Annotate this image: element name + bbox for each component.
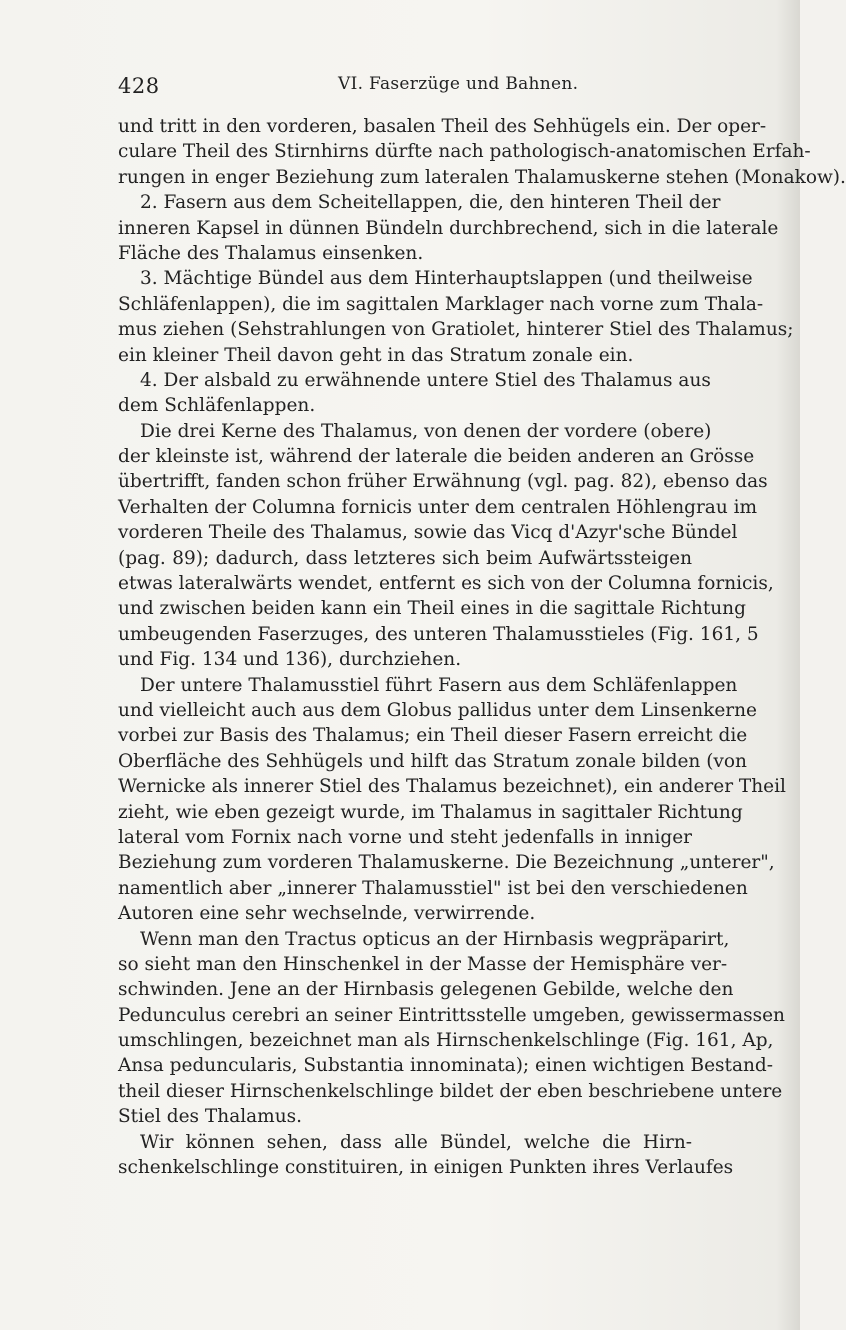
text-line: so sieht man den Hinschenkel in der Masse der Hemisphäre ver- <box>118 953 728 975</box>
text-line: namentlich aber „innerer Thalamusstiel" ist bei den verschiedenen <box>118 877 748 899</box>
text-line: inneren Kapsel in dünnen Bündeln durchbrechend, sich in die laterale <box>118 217 779 239</box>
text-line: culare Theil des Stirnhirns dürfte nach pathologisch-anatomischen Erfah- <box>118 141 811 163</box>
page-header <box>118 74 680 102</box>
text-line: Beziehung zum vorderen Thalamuskerne. Die Bezeichnung „unterer", <box>118 852 775 874</box>
text-line: ein kleiner Theil davon geht in das Stratum zonale ein. <box>118 344 634 366</box>
text-line: schwinden. Jene an der Hirnbasis gelegenen Gebilde, welche den <box>118 979 734 1001</box>
text-line: Ansa peduncularis, Substantia innominata); einen wichtigen Bestand- <box>118 1055 774 1077</box>
text-line: etwas lateralwärts wendet, entfernt es sich von der Columna fornicis, <box>118 573 774 595</box>
text-line: Wernicke als innerer Stiel des Thalamus bezeichnet), ein anderer Theil <box>118 776 786 798</box>
text-line: Wir können sehen, dass alle Bündel, welche die Hirn- <box>140 1131 692 1153</box>
text-line: Die drei Kerne des Thalamus, von denen der vordere (obere) <box>140 420 712 442</box>
text-line: 3. Mächtige Bündel aus dem Hinterhauptslappen (und theilweise <box>140 268 753 290</box>
text-line: zieht, wie eben gezeigt wurde, im Thalamus in sagittaler Richtung <box>118 801 743 823</box>
text-line: umschlingen, bezeichnet man als Hirnschenkelschlinge (Fig. 161, Ap, <box>118 1030 774 1052</box>
text-line: und tritt in den vorderen, basalen Theil des Sehhügels ein. Der oper- <box>118 116 767 137</box>
text-line: Pedunculus cerebri an seiner Eintrittsstelle umgeben, gewissermassen <box>118 1004 785 1026</box>
text-line: und zwischen beiden kann ein Theil eines in die sagittale Richtung <box>118 598 746 620</box>
text-line: mus ziehen (Sehstrahlungen von Gratiolet, hinterer Stiel des Thalamus; <box>118 319 794 341</box>
text-line: rungen in enger Beziehung zum lateralen Thalamuskerne stehen (Monakow). <box>118 166 846 188</box>
text-line: (pag. 89); dadurch, dass letzteres sich beim Aufwärtssteigen <box>118 547 692 569</box>
text-line: übertrifft, fanden schon früher Erwähnung (vgl. pag. 82), ebenso das <box>118 471 768 493</box>
running-head: VI. Faserzüge und Bahnen. <box>338 74 579 94</box>
text-line: Stiel des Thalamus. <box>118 1106 302 1128</box>
text-line: dem Schläfenlappen. <box>118 395 316 417</box>
text-line: lateral vom Fornix nach vorne und steht jedenfalls in inniger <box>118 826 692 848</box>
text-line: 2. Fasern aus dem Scheitellappen, die, den hinteren Theil der <box>140 192 721 214</box>
body-text <box>118 114 846 1180</box>
text-line: Wenn man den Tractus opticus an der Hirnbasis wegpräparirt, <box>140 928 730 950</box>
text-line: Fläche des Thalamus einsenken. <box>118 242 424 264</box>
text-line: vorderen Theile des Thalamus, sowie das Vicq d'Azyr'sche Bündel <box>118 522 738 544</box>
text-line: 4. Der alsbald zu erwähnende untere Stiel des Thalamus aus <box>140 369 711 391</box>
text-line: Der untere Thalamusstiel führt Fasern aus dem Schläfenlappen <box>140 674 738 696</box>
text-line: Oberfläche des Sehhügels und hilft das Stratum zonale bilden (von <box>118 750 747 772</box>
text-line: theil dieser Hirnschenkelschlinge bildet der eben beschriebene untere <box>118 1080 783 1102</box>
text-line: Verhalten der Columna fornicis unter dem centralen Höhlengrau im <box>118 496 758 518</box>
text-line: vorbei zur Basis des Thalamus; ein Theil dieser Fasern erreicht die <box>118 725 748 747</box>
page-number: 428 <box>118 74 160 98</box>
text-line: schenkelschlinge constituiren, in einigen Punkten ihres Verlaufes <box>118 1157 734 1179</box>
text-line: der kleinste ist, während der laterale die beiden anderen an Grösse <box>118 446 755 468</box>
text-line: umbeugenden Faserzuges, des unteren Thalamusstieles (Fig. 161, 5 <box>118 623 759 645</box>
text-line: und Fig. 134 und 136), durchziehen. <box>118 649 462 671</box>
text-line: Schläfenlappen), die im sagittalen Marklager nach vorne zum Thala- <box>118 293 764 315</box>
text-line: Autoren eine sehr wechselnde, verwirrende. <box>118 903 536 925</box>
text-line: und vielleicht auch aus dem Globus pallidus unter dem Linsenkerne <box>118 699 757 721</box>
